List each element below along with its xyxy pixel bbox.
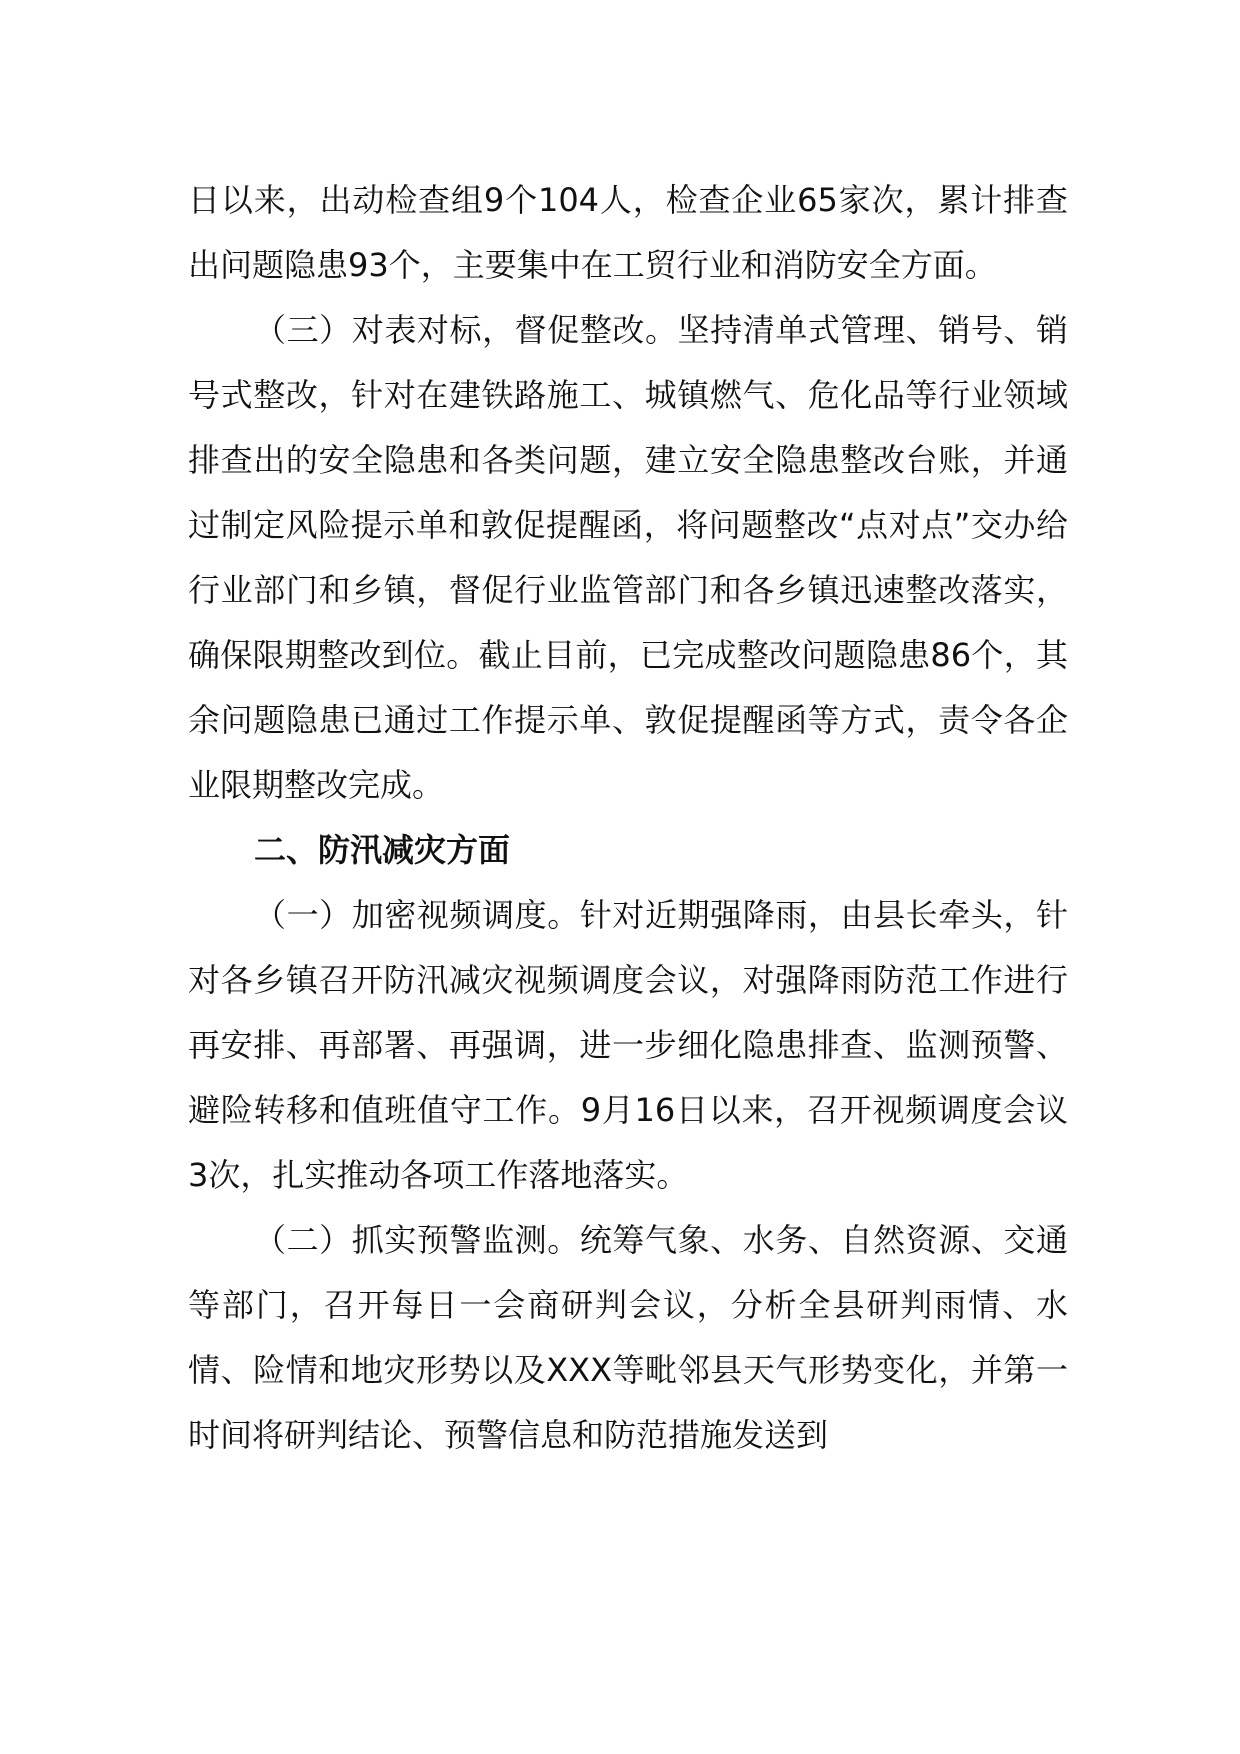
- paragraph-rectification: （三）对表对标，督促整改。坚持清单式管理、销号、销号式整改，针对在建铁路施工、城镇燃气、危化品等行业领域排查出的安全隐患和各类问题，建立安全隐患整改台账，并通过制定风险提示单和敦促提醒函，将问题整改“点对点”交办给行业部门和乡镇，督促行业监管部门和各乡镇迅速整改落实，确保限期整改到位。截止目前，已完成整改问题隐患86个，其余问题隐患已通过工作提示单、敦促提醒函等方式，责令各企业限期整改完成。: [188, 311, 1068, 804]
- paragraph-continuation: 日以来，出动检查组9个104人，检查企业65家次，累计排查出问题隐患93个，主要集中在工贸行业和消防安全方面。: [188, 181, 1068, 284]
- document-body: [188, 168, 1068, 1468]
- paragraph-early-warning: （二）抓实预警监测。统筹气象、水务、自然资源、交通等部门，召开每日一会商研判会议，分析全县研判雨情、水情、险情和地灾形势以及XXX等毗邻县天气形势变化，并第一时间将研判结论、预警信息和防范措施发送到: [188, 1221, 1068, 1454]
- section-heading-flood-control: 二、防汛减灾方面: [254, 831, 511, 869]
- paragraph-video-dispatch: （一）加密视频调度。针对近期强降雨，由县长牵头，针对各乡镇召开防汛减灾视频调度会议，对强降雨防范工作进行再安排、再部署、再强调，进一步细化隐患排查、监测预警、避险转移和值班值守工作。9月16日以来，召开视频调度会议3次，扎实推动各项工作落地落实。: [188, 896, 1068, 1194]
